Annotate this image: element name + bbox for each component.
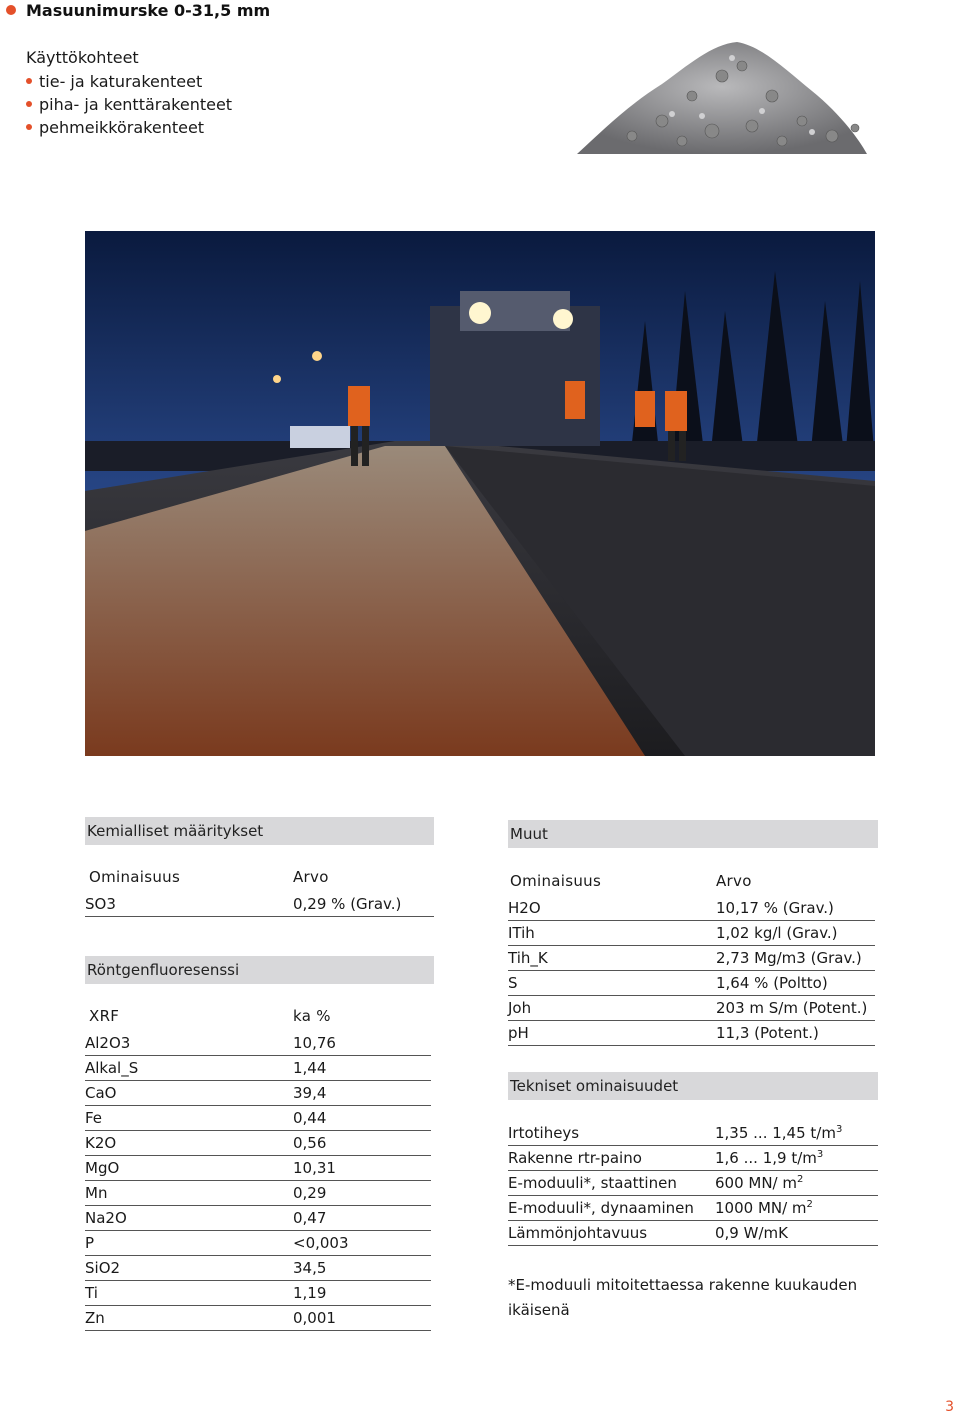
bullet-icon	[26, 78, 32, 84]
table-row	[85, 1181, 431, 1206]
chemical-col-property: Ominaisuus	[89, 868, 181, 886]
table-row	[85, 1256, 431, 1281]
row-property: Zn	[85, 1309, 105, 1327]
row-property: H2O	[508, 899, 541, 917]
bullet-icon	[26, 101, 32, 107]
row-value-superscript: 3	[816, 1149, 824, 1160]
row-value-text: 1,6 ... 1,9 t/m	[715, 1149, 817, 1167]
row-property: E-moduuli*, staattinen	[508, 1174, 677, 1192]
row-value	[715, 1149, 823, 1167]
row-property: ITih	[508, 924, 535, 942]
row-property: Alkal_S	[85, 1059, 139, 1077]
row-value-text: 0,56	[293, 1134, 327, 1152]
row-value	[293, 1184, 326, 1202]
table-row	[508, 971, 875, 996]
row-value-text: 1,35 ... 1,45 t/m	[715, 1124, 836, 1142]
page-title: Masuunimurske 0-31,5 mm	[26, 1, 271, 20]
table-row	[508, 1121, 878, 1146]
table-row	[85, 1156, 431, 1181]
row-value	[716, 1024, 819, 1042]
row-value-text: 1,64 % (Poltto)	[716, 974, 828, 992]
row-property: MgO	[85, 1159, 120, 1177]
row-property: E-moduuli*, dynaaminen	[508, 1199, 694, 1217]
uses-item: tie- ja katurakenteet	[26, 70, 232, 93]
table-row	[508, 1196, 878, 1221]
chemical-col-value: Arvo	[293, 868, 329, 886]
row-property: Joh	[508, 999, 532, 1017]
row-property: pH	[508, 1024, 529, 1042]
table-row	[85, 1206, 431, 1231]
row-property: Rakenne rtr-paino	[508, 1149, 642, 1167]
uses-item: piha- ja kenttärakenteet	[26, 93, 232, 116]
table-row	[85, 1106, 431, 1131]
table-row	[85, 1306, 431, 1331]
other-col-value: Arvo	[716, 872, 752, 890]
table-row	[508, 1221, 878, 1246]
row-value	[716, 999, 867, 1017]
technical-table	[508, 1121, 878, 1246]
row-value	[293, 1084, 326, 1102]
xrf-section-header: Röntgenfluoresenssi	[85, 956, 434, 984]
row-property: Lämmönjohtavuus	[508, 1224, 648, 1242]
bullet-icon	[26, 124, 32, 130]
row-value-text: 0,29	[293, 1184, 327, 1202]
row-property: K2O	[85, 1134, 117, 1152]
row-value	[715, 1124, 842, 1142]
page-number: 3	[945, 1399, 954, 1415]
table-row	[508, 1021, 875, 1046]
row-property: Al2O3	[85, 1034, 131, 1052]
row-value-text: 1,44	[293, 1059, 327, 1077]
row-value-text: 2,73 Mg/m3 (Grav.)	[716, 949, 862, 967]
row-value	[293, 1309, 336, 1327]
row-value	[715, 1199, 813, 1217]
row-property: S	[508, 974, 518, 992]
row-value-text: 39,4	[293, 1084, 327, 1102]
xrf-col-element: XRF	[89, 1007, 120, 1025]
row-value-text: 10,31	[293, 1159, 336, 1177]
row-value	[293, 1059, 326, 1077]
table-row	[508, 1171, 878, 1196]
row-value-text: 1,19	[293, 1284, 327, 1302]
row-value-text: 1,02 kg/l (Grav.)	[716, 924, 838, 942]
table-row	[508, 996, 875, 1021]
row-value-superscript: 2	[806, 1199, 813, 1210]
xrf-table	[85, 1031, 431, 1331]
row-property: Mn	[85, 1184, 108, 1202]
row-value-text: 203 m S/m (Potent.)	[716, 999, 868, 1017]
row-value	[716, 924, 838, 942]
row-property: P	[85, 1234, 95, 1252]
row-value-text: 10,76	[293, 1034, 336, 1052]
row-value-text: 10,17 % (Grav.)	[716, 899, 834, 917]
other-col-property: Ominaisuus	[510, 872, 602, 890]
road-paving-photo	[85, 231, 875, 756]
uses-list	[26, 70, 232, 139]
uses-item: pehmeikkörakenteet	[26, 116, 232, 139]
row-value	[293, 1209, 326, 1227]
other-section-header: Muut	[508, 820, 878, 848]
row-property: Fe	[85, 1109, 103, 1127]
row-value	[715, 1174, 803, 1192]
table-row	[85, 1231, 431, 1256]
row-value-text: 0,47	[293, 1209, 327, 1227]
row-property: Ti	[85, 1284, 98, 1302]
row-value-text: 0,9 W/mK	[715, 1224, 788, 1242]
row-value	[716, 974, 828, 992]
row-property: Na2O	[85, 1209, 127, 1227]
row-value-text: <0,003	[293, 1234, 349, 1252]
table-row	[508, 1146, 878, 1171]
row-value-text: 600 MN/ m	[715, 1174, 797, 1192]
row-value: 0,29 % (Grav.)	[293, 895, 402, 913]
other-table	[508, 896, 875, 1046]
row-property: SO3	[85, 895, 116, 913]
table-row	[85, 1281, 431, 1306]
row-property: SiO2	[85, 1259, 121, 1277]
gravel-pile-image	[572, 36, 872, 166]
row-value	[293, 1109, 326, 1127]
row-value	[716, 899, 834, 917]
row-property: Irtotiheys	[508, 1124, 580, 1142]
row-value-text: 34,5	[293, 1259, 327, 1277]
row-value	[716, 949, 862, 967]
row-value	[715, 1224, 788, 1242]
row-value	[293, 1259, 326, 1277]
table-row	[508, 946, 875, 971]
row-value-superscript: 3	[835, 1124, 843, 1135]
row-value	[293, 1234, 349, 1252]
uses-heading: Käyttökohteet	[26, 48, 139, 67]
table-row	[85, 1031, 431, 1056]
row-value	[293, 1159, 336, 1177]
row-value	[293, 1284, 326, 1302]
table-row	[508, 921, 875, 946]
table-row	[508, 896, 875, 921]
table-row	[85, 1081, 431, 1106]
row-value-text: 11,3 (Potent.)	[716, 1024, 819, 1042]
xrf-col-value: ka %	[293, 1007, 331, 1025]
table-row	[85, 1056, 431, 1081]
row-property: CaO	[85, 1084, 117, 1102]
table-row	[85, 892, 434, 917]
chemical-section-header: Kemialliset määritykset	[85, 817, 434, 845]
table-row	[85, 1131, 431, 1156]
row-value	[293, 1134, 326, 1152]
row-value-text: 0,001	[293, 1309, 336, 1327]
row-value-superscript: 2	[797, 1174, 804, 1185]
row-value	[293, 1034, 336, 1052]
technical-footnote: *E-moduuli mitoitettaessa rakenne kuukauden ikäisenä	[508, 1276, 858, 1319]
row-value-text: 1000 MN/ m	[715, 1199, 807, 1217]
row-value-text: 0,44	[293, 1109, 327, 1127]
technical-section-header: Tekniset ominaisuudet	[508, 1072, 878, 1100]
title-bullet-icon	[6, 5, 16, 15]
row-property: Tih_K	[508, 949, 548, 967]
